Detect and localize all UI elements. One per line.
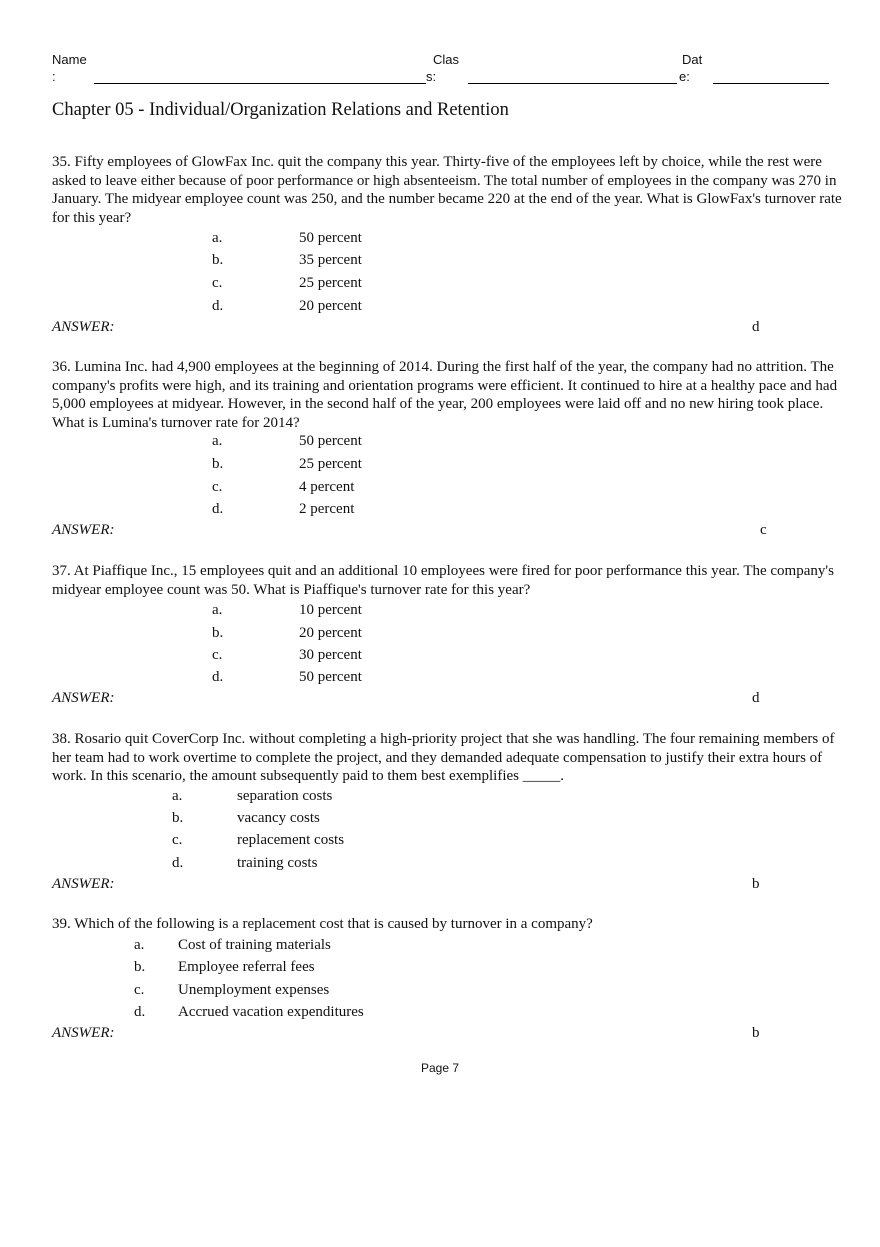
class-suffix: s:	[426, 69, 437, 84]
option-letter: b.	[212, 252, 224, 268]
answer-label: ANSWER:	[52, 319, 115, 335]
option-letter: c.	[172, 832, 183, 848]
name-field[interactable]	[94, 83, 426, 84]
option-text: separation costs	[237, 788, 333, 804]
page-number: Page 7	[420, 1061, 460, 1075]
option-text: training costs	[237, 855, 318, 871]
question-text: 39. Which of the following is a replacement cost that is caused by turnover in a company?	[52, 916, 593, 932]
option-letter: c.	[212, 647, 223, 663]
option-text: 50 percent	[299, 433, 362, 449]
class-field[interactable]	[468, 83, 677, 84]
option-letter: d.	[134, 1004, 146, 1020]
answer-value: b	[752, 876, 760, 892]
option-letter: a.	[212, 230, 223, 246]
question-text: 36. Lumina Inc. had 4,900 employees at the beginning of 2014. During the first half of the year, the company had no attrition. The company's profits were high, and its training and orientation programs were efficient. It continued to hire at a healthy pace and had 5,000 employees at midyear. However, in the second half of the year, 200 employees were laid off and no new hiring took place. What is Lumina's turnover rate for 2014?	[52, 359, 838, 431]
name-label: Name	[52, 52, 87, 67]
option-text: Unemployment expenses	[178, 982, 330, 998]
option-text: Accrued vacation expenditures	[178, 1004, 364, 1020]
option-text: Cost of training materials	[178, 937, 331, 953]
option-letter: c.	[212, 275, 223, 291]
option-letter: b.	[172, 810, 184, 826]
class-label: Clas	[433, 52, 460, 67]
answer-value: d	[752, 690, 760, 706]
option-letter: a.	[134, 937, 145, 953]
option-text: 30 percent	[299, 647, 362, 663]
option-letter: a.	[212, 602, 223, 618]
option-text: 35 percent	[299, 252, 362, 268]
option-text: 4 percent	[299, 479, 355, 495]
chapter-title: Chapter 05 - Individual/Organization Relations and Retention	[52, 100, 509, 120]
option-letter: b.	[212, 456, 224, 472]
option-letter: a.	[172, 788, 183, 804]
option-letter: b.	[134, 959, 146, 975]
answer-value: b	[752, 1025, 760, 1041]
option-letter: d.	[172, 855, 184, 871]
option-text: replacement costs	[237, 832, 345, 848]
option-text: 20 percent	[299, 298, 362, 314]
date-label: Dat	[682, 52, 703, 67]
answer-label: ANSWER:	[52, 876, 115, 892]
answer-value: c	[760, 522, 767, 538]
date-suffix: e:	[679, 69, 690, 84]
answer-label: ANSWER:	[52, 522, 115, 538]
option-text: 20 percent	[299, 625, 362, 641]
option-letter: a.	[212, 433, 223, 449]
answer-value: d	[752, 319, 760, 335]
question-text: 38. Rosario quit CoverCorp Inc. without completing a high-priority project that she was handling. The four remaining members of her team had to work overtime to complete the project, and they demanded adequate compensation to justify their extra hours of work. In this scenario, the amount subsequently paid to them best exemplifies _____.	[52, 731, 835, 785]
option-text: 50 percent	[299, 669, 362, 685]
option-text: 10 percent	[299, 602, 362, 618]
question-text: 35. Fifty employees of GlowFax Inc. quit the company this year. Thirty-five of the employees left by choice, while the rest were asked to leave either because of poor performance or high absenteeism. The total number of employees in the company was 270 in January. The midyear employee count was 250, and the number became 220 at the end of the year. What is GlowFax's turnover rate for this year?	[52, 154, 842, 226]
date-field[interactable]	[713, 83, 829, 84]
name-colon: :	[52, 69, 56, 84]
option-letter: d.	[212, 501, 224, 517]
option-text: 50 percent	[299, 230, 362, 246]
option-letter: d.	[212, 298, 224, 314]
option-text: vacancy costs	[237, 810, 320, 826]
option-letter: d.	[212, 669, 224, 685]
question-text: 37. At Piaffique Inc., 15 employees quit and an additional 10 employees were fired for poor performance this year. The company's midyear employee count was 50. What is Piaffique's turnover rate for this year?	[52, 563, 834, 598]
option-letter: c.	[212, 479, 223, 495]
answer-label: ANSWER:	[52, 1025, 115, 1041]
option-letter: b.	[212, 625, 224, 641]
option-text: 25 percent	[299, 275, 362, 291]
option-text: 25 percent	[299, 456, 362, 472]
option-letter: c.	[134, 982, 145, 998]
option-text: 2 percent	[299, 501, 355, 517]
answer-label: ANSWER:	[52, 690, 115, 706]
option-text: Employee referral fees	[178, 959, 315, 975]
